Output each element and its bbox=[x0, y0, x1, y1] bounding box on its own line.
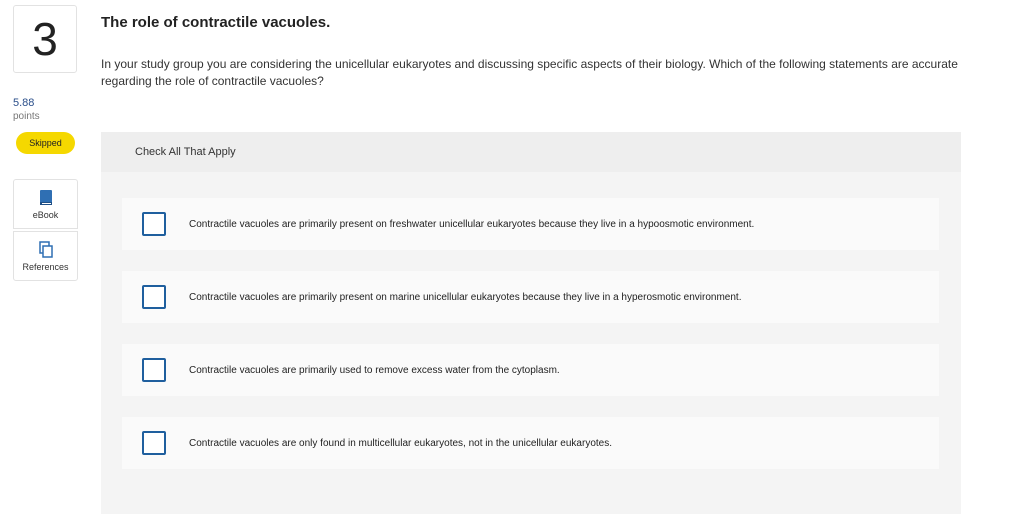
answer-text-3: Contractile vacuoles are primarily used to remove excess water from the cytoplasm. bbox=[189, 364, 560, 376]
points-label: points bbox=[13, 111, 40, 122]
answer-option-3[interactable] bbox=[122, 344, 939, 396]
references-label: References bbox=[22, 261, 69, 272]
answer-checkbox-2[interactable] bbox=[142, 285, 166, 309]
status-badge: Skipped bbox=[16, 132, 75, 154]
ebook-button[interactable] bbox=[13, 179, 78, 229]
question-title: The role of contractile vacuoles. bbox=[101, 14, 331, 31]
answer-text-4: Contractile vacuoles are only found in multicellular eukaryotes, not in the unicellular eukaryotes. bbox=[189, 437, 613, 449]
ebook-label: eBook bbox=[32, 209, 59, 220]
answer-checkbox-1[interactable] bbox=[142, 212, 166, 236]
references-button[interactable] bbox=[13, 231, 78, 281]
question-number: 3 bbox=[32, 13, 58, 65]
answer-checkbox-3[interactable] bbox=[142, 358, 166, 382]
book-icon bbox=[38, 189, 54, 207]
answer-text-2: Contractile vacuoles are primarily present on marine unicellular eukaryotes because they live in a hyperosmotic environment. bbox=[189, 291, 742, 303]
answer-option-1[interactable] bbox=[122, 198, 939, 250]
question-prompt: In your study group you are considering the unicellular eukaryotes and discussing specific aspects of their biology. Which of the following statements are accurate regarding the role of contractile vacuoles? bbox=[101, 57, 958, 88]
answer-option-4[interactable] bbox=[122, 417, 939, 469]
copy-pages-icon bbox=[38, 241, 54, 259]
answer-checkbox-4[interactable] bbox=[142, 431, 166, 455]
answer-option-2[interactable] bbox=[122, 271, 939, 323]
points-value: 5.88 bbox=[13, 97, 35, 109]
instruction-label: Check All That Apply bbox=[101, 132, 961, 172]
answer-panel bbox=[101, 132, 961, 514]
answer-text-1: Contractile vacuoles are primarily present on freshwater unicellular eukaryotes because they live in a hypoosmotic environment. bbox=[189, 218, 755, 230]
question-number-box bbox=[13, 5, 77, 73]
